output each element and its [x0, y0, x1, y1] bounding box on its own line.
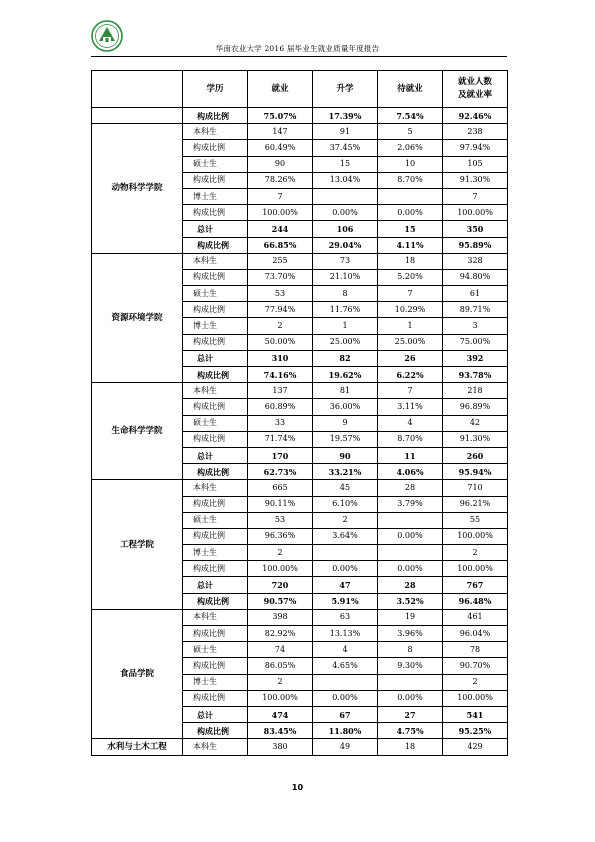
college-name: 食品学院	[92, 609, 183, 739]
row-label: 构成比例	[183, 626, 248, 642]
table-cell: 8.70%	[378, 431, 443, 447]
table-cell: 13.04%	[313, 172, 378, 188]
college-name: 资源环境学院	[92, 253, 183, 383]
table-cell: 7	[378, 383, 443, 399]
table-cell: 93.78%	[443, 367, 508, 383]
table-cell: 62.73%	[248, 464, 313, 480]
table-cell: 2	[248, 674, 313, 690]
table-cell: 100.00%	[248, 690, 313, 706]
table-cell	[378, 512, 443, 528]
table-cell: 89.71%	[443, 302, 508, 318]
table-cell	[378, 674, 443, 690]
table-row	[92, 253, 508, 269]
table-cell: 137	[248, 383, 313, 399]
table-cell: 63	[313, 609, 378, 625]
table-cell: 0.00%	[313, 690, 378, 706]
college-name: 工程学院	[92, 480, 183, 610]
row-label: 本科生	[183, 124, 248, 140]
table-cell: 0.00%	[378, 528, 443, 544]
table-cell: 67	[313, 706, 378, 722]
table-cell: 0.00%	[378, 561, 443, 577]
table-cell: 19.62%	[313, 367, 378, 383]
row-label: 构成比例	[183, 561, 248, 577]
table-cell: 0.00%	[378, 690, 443, 706]
table-cell: 7.54%	[378, 108, 443, 124]
table-cell: 2	[443, 545, 508, 561]
table-cell: 91	[313, 124, 378, 140]
table-cell: 25.00%	[378, 334, 443, 350]
table-cell: 91.30%	[443, 431, 508, 447]
table-cell: 6.22%	[378, 367, 443, 383]
table-cell: 0.00%	[378, 205, 443, 221]
table-cell: 19	[378, 609, 443, 625]
table-cell: 33	[248, 415, 313, 431]
table-cell: 255	[248, 253, 313, 269]
table-cell: 0.00%	[313, 205, 378, 221]
table-cell: 100.00%	[443, 561, 508, 577]
table-cell: 11.76%	[313, 302, 378, 318]
table-cell: 94.80%	[443, 269, 508, 285]
table-cell: 90.57%	[248, 593, 313, 609]
table-cell: 7	[248, 188, 313, 204]
table-cell: 3.79%	[378, 496, 443, 512]
row-label: 构成比例	[183, 269, 248, 285]
table-cell: 218	[443, 383, 508, 399]
table-cell: 328	[443, 253, 508, 269]
table-cell: 2	[313, 512, 378, 528]
table-cell	[378, 188, 443, 204]
table-cell: 7	[378, 286, 443, 302]
table-cell: 100.00%	[443, 205, 508, 221]
row-label: 总计	[183, 221, 248, 237]
table-cell: 73.70%	[248, 269, 313, 285]
table-cell: 18	[378, 739, 443, 755]
table-cell: 380	[248, 739, 313, 755]
table-cell: 11.80%	[313, 723, 378, 739]
table-cell: 95.94%	[443, 464, 508, 480]
row-label: 构成比例	[183, 690, 248, 706]
column-header	[92, 71, 183, 108]
table-cell: 2	[248, 318, 313, 334]
table-cell: 392	[443, 350, 508, 366]
table-cell: 77.94%	[248, 302, 313, 318]
row-label: 本科生	[183, 480, 248, 496]
table-cell: 55	[443, 512, 508, 528]
table-cell: 26	[378, 350, 443, 366]
table-cell	[313, 674, 378, 690]
table-cell: 2	[248, 545, 313, 561]
table-cell: 96.89%	[443, 399, 508, 415]
table-header-row	[92, 71, 508, 108]
table-cell: 1	[313, 318, 378, 334]
table-cell: 106	[313, 221, 378, 237]
row-label: 构成比例	[183, 108, 248, 124]
page-header-title: 华南农业大学 2016 届毕业生就业质量年度报告	[215, 44, 380, 53]
row-label: 构成比例	[183, 205, 248, 221]
table-cell: 74.16%	[248, 367, 313, 383]
table-cell: 13.13%	[313, 626, 378, 642]
row-label: 构成比例	[183, 496, 248, 512]
row-label: 构成比例	[183, 172, 248, 188]
table-cell: 5.91%	[313, 593, 378, 609]
table-cell: 74	[248, 642, 313, 658]
table-cell: 1	[378, 318, 443, 334]
table-cell: 3.11%	[378, 399, 443, 415]
college-name: 水利与土木工程	[92, 739, 183, 755]
table-cell: 53	[248, 286, 313, 302]
row-label: 博士生	[183, 545, 248, 561]
table-cell: 398	[248, 609, 313, 625]
table-cell: 8.70%	[378, 172, 443, 188]
page-number: 10	[291, 783, 304, 792]
header-divider	[91, 56, 507, 57]
table-row	[92, 739, 508, 755]
table-cell: 6.10%	[313, 496, 378, 512]
row-label: 本科生	[183, 383, 248, 399]
table-cell: 541	[443, 706, 508, 722]
empty-college-cell	[92, 108, 183, 124]
table-cell: 260	[443, 447, 508, 463]
table-cell: 82.92%	[248, 626, 313, 642]
table-cell: 82	[313, 350, 378, 366]
table-row	[92, 480, 508, 496]
table-cell: 66.85%	[248, 237, 313, 253]
table-cell: 45	[313, 480, 378, 496]
table-cell: 83.45%	[248, 723, 313, 739]
college-name: 动物科学学院	[92, 124, 183, 254]
table-cell: 33.21%	[313, 464, 378, 480]
table-cell: 29.04%	[313, 237, 378, 253]
table-cell: 96.04%	[443, 626, 508, 642]
table-cell: 105	[443, 156, 508, 172]
table-cell: 665	[248, 480, 313, 496]
row-label: 本科生	[183, 609, 248, 625]
row-label: 构成比例	[183, 431, 248, 447]
table-row	[92, 383, 508, 399]
table-cell: 710	[443, 480, 508, 496]
table-cell: 10	[378, 156, 443, 172]
college-name: 生命科学学院	[92, 383, 183, 480]
column-header: 升学	[313, 71, 378, 108]
row-label: 本科生	[183, 739, 248, 755]
table-cell: 78.26%	[248, 172, 313, 188]
row-label: 总计	[183, 350, 248, 366]
table-cell: 4.11%	[378, 237, 443, 253]
table-cell: 0.00%	[313, 561, 378, 577]
table-cell: 47	[313, 577, 378, 593]
row-label: 构成比例	[183, 367, 248, 383]
table-cell: 92.46%	[443, 108, 508, 124]
table-cell: 75.00%	[443, 334, 508, 350]
row-label: 构成比例	[183, 464, 248, 480]
row-label: 构成比例	[183, 593, 248, 609]
table-cell: 37.45%	[313, 140, 378, 156]
table-cell: 78	[443, 642, 508, 658]
table-cell: 71.74%	[248, 431, 313, 447]
table-cell: 4	[378, 415, 443, 431]
table-cell: 28	[378, 577, 443, 593]
table-cell: 170	[248, 447, 313, 463]
table-cell: 4	[313, 642, 378, 658]
row-label: 总计	[183, 577, 248, 593]
table-cell: 11	[378, 447, 443, 463]
table-cell: 90.11%	[248, 496, 313, 512]
table-cell: 50.00%	[248, 334, 313, 350]
table-cell: 238	[443, 124, 508, 140]
row-label: 硕士生	[183, 156, 248, 172]
column-header: 就业人数 及就业率	[443, 71, 508, 108]
table-cell: 2.06%	[378, 140, 443, 156]
table-cell: 49	[313, 739, 378, 755]
table-row	[92, 108, 508, 124]
column-header: 学历	[183, 71, 248, 108]
table-cell: 5.20%	[378, 269, 443, 285]
table-cell: 28	[378, 480, 443, 496]
table-cell: 15	[378, 221, 443, 237]
table-cell	[313, 545, 378, 561]
table-cell: 3.52%	[378, 593, 443, 609]
table-cell: 53	[248, 512, 313, 528]
table-cell: 3	[443, 318, 508, 334]
table-cell: 474	[248, 706, 313, 722]
table-cell: 3.64%	[313, 528, 378, 544]
table-cell: 19.57%	[313, 431, 378, 447]
row-label: 博士生	[183, 674, 248, 690]
table-cell: 310	[248, 350, 313, 366]
row-label: 博士生	[183, 188, 248, 204]
row-label: 博士生	[183, 318, 248, 334]
table-cell: 97.94%	[443, 140, 508, 156]
table-cell: 96.21%	[443, 496, 508, 512]
table-cell: 3.96%	[378, 626, 443, 642]
table-cell: 9	[313, 415, 378, 431]
row-label: 构成比例	[183, 334, 248, 350]
table-cell: 720	[248, 577, 313, 593]
table-cell: 95.25%	[443, 723, 508, 739]
table-cell: 96.36%	[248, 528, 313, 544]
table-cell: 15	[313, 156, 378, 172]
table-cell: 61	[443, 286, 508, 302]
table-cell: 350	[443, 221, 508, 237]
row-label: 硕士生	[183, 286, 248, 302]
table-cell: 25.00%	[313, 334, 378, 350]
table-cell: 81	[313, 383, 378, 399]
table-cell: 100.00%	[248, 561, 313, 577]
row-label: 硕士生	[183, 642, 248, 658]
table-cell: 73	[313, 253, 378, 269]
row-label: 构成比例	[183, 528, 248, 544]
table-cell: 27	[378, 706, 443, 722]
table-cell: 4.75%	[378, 723, 443, 739]
table-cell: 96.48%	[443, 593, 508, 609]
row-label: 构成比例	[183, 237, 248, 253]
table-cell: 86.05%	[248, 658, 313, 674]
employment-table	[91, 70, 508, 756]
row-label: 本科生	[183, 253, 248, 269]
table-cell: 75.07%	[248, 108, 313, 124]
row-label: 硕士生	[183, 415, 248, 431]
row-label: 构成比例	[183, 302, 248, 318]
table-cell: 17.39%	[313, 108, 378, 124]
table-cell: 147	[248, 124, 313, 140]
table-cell: 21.10%	[313, 269, 378, 285]
table-cell	[313, 188, 378, 204]
row-label: 硕士生	[183, 512, 248, 528]
table-cell: 4.65%	[313, 658, 378, 674]
table-cell: 90	[313, 447, 378, 463]
table-cell: 90	[248, 156, 313, 172]
table-cell: 461	[443, 609, 508, 625]
table-cell: 100.00%	[248, 205, 313, 221]
table-cell: 60.49%	[248, 140, 313, 156]
column-header: 就业	[248, 71, 313, 108]
column-header: 待就业	[378, 71, 443, 108]
table-cell: 9.30%	[378, 658, 443, 674]
table-cell: 91.30%	[443, 172, 508, 188]
table-cell: 429	[443, 739, 508, 755]
table-cell: 767	[443, 577, 508, 593]
table-cell: 2	[443, 674, 508, 690]
table-cell: 4.06%	[378, 464, 443, 480]
table-cell: 5	[378, 124, 443, 140]
table-cell: 100.00%	[443, 528, 508, 544]
table-row	[92, 124, 508, 140]
row-label: 构成比例	[183, 658, 248, 674]
table-cell: 95.89%	[443, 237, 508, 253]
table-cell: 60.89%	[248, 399, 313, 415]
row-label: 总计	[183, 447, 248, 463]
table-cell: 244	[248, 221, 313, 237]
table-row	[92, 609, 508, 625]
row-label: 构成比例	[183, 399, 248, 415]
row-label: 构成比例	[183, 140, 248, 156]
table-cell: 42	[443, 415, 508, 431]
table-cell: 100.00%	[443, 690, 508, 706]
table-cell: 7	[443, 188, 508, 204]
table-cell: 90.70%	[443, 658, 508, 674]
table-cell: 8	[313, 286, 378, 302]
table-cell: 10.29%	[378, 302, 443, 318]
table-cell: 18	[378, 253, 443, 269]
table-cell	[378, 545, 443, 561]
table-cell: 8	[378, 642, 443, 658]
table-cell: 36.00%	[313, 399, 378, 415]
row-label: 构成比例	[183, 723, 248, 739]
row-label: 总计	[183, 706, 248, 722]
